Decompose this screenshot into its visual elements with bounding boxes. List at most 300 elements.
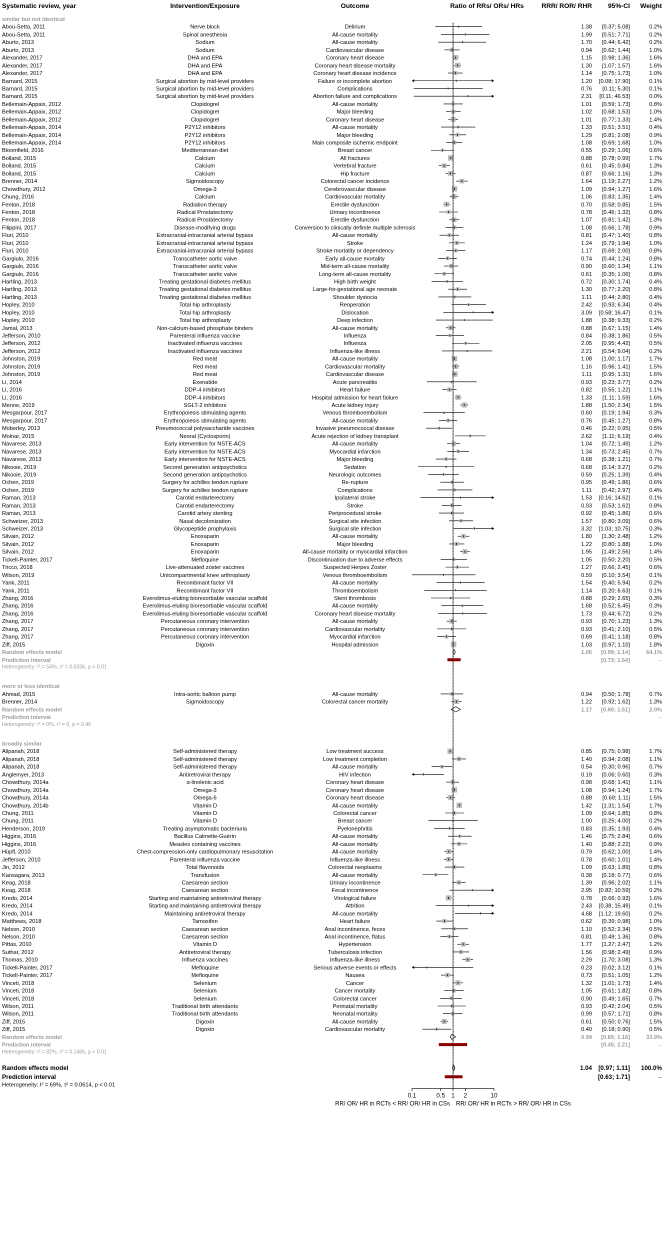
outcome-label: Coronary heart disease mortality [314, 611, 396, 618]
ci-value: [0.61; 1.82] [602, 988, 630, 995]
outcome-label: Cardiovascular disease [325, 372, 385, 379]
intervention-label: Recombinant factor VII [176, 580, 234, 587]
outcome-label: Failure or incomplete abortion [318, 78, 392, 85]
weight-value: 0.2% [649, 464, 662, 471]
estimate-value: 1.64 [581, 179, 592, 186]
ci-value: [0.97; 1.10] [602, 642, 630, 649]
study-label: Gargiulo, 2016 [2, 256, 39, 263]
random-effects-weight: 33.9% [646, 1034, 662, 1041]
study-label: Hüpfl, 2010 [2, 849, 31, 856]
study-label: Moberley, 2013 [2, 426, 41, 433]
outcome-label: Pyelonephritis [337, 826, 373, 833]
outcome-label: Colorectal cancer mortality [321, 699, 389, 706]
ci-value: [0.18; 0.77] [602, 872, 630, 879]
ci-value: [1.01; 1.73] [602, 980, 630, 987]
ci-value: [0.23; 3.77] [602, 379, 630, 386]
estimate-value: 1.07 [581, 217, 592, 224]
intervention-label: Early intervention for NSTE-ACS [164, 441, 246, 448]
intervention-label: P2Y12 inhibitors [184, 132, 226, 139]
ci-value: [0.57; 1.71] [602, 1011, 630, 1018]
ci-value: [0.62; 1.00] [602, 849, 630, 856]
overall-weight: 100.0% [641, 1065, 662, 1073]
outcome-label: Heart failure [339, 387, 371, 394]
estimate-value: 0.23 [581, 965, 592, 972]
weight-value: 0.8% [649, 503, 662, 510]
ci-value: [0.30; 0.96] [602, 764, 630, 771]
weight-value: 0.1% [649, 965, 662, 972]
intervention-label: Vitamin D [192, 818, 218, 825]
estimate-value: 0.19 [581, 772, 592, 779]
weight-value: 1.0% [649, 71, 662, 78]
intervention-label: Erythropoiesis stimulating agents [163, 410, 247, 417]
ci-value: [0.29; 1.06] [602, 148, 630, 155]
outcome-label: Abortion failure and complications [313, 94, 397, 101]
prediction-interval-label: Prediction interval [2, 715, 51, 722]
weight-value: 0.8% [649, 233, 662, 240]
intervention-label: Treating gestational diabetes mellitus [158, 287, 252, 294]
ci-value: [0.06; 0.60] [602, 772, 630, 779]
column-headers [2, 3, 663, 10]
intervention-label: Surgical abortion by mid-level providers [156, 78, 254, 85]
estimate-value: 0.84 [581, 333, 592, 340]
outcome-label: Cardiovascular mortality [325, 1027, 385, 1034]
weight-value: 1.6% [649, 895, 662, 902]
study-label: Hopley, 2010 [2, 310, 35, 317]
estimate-value: 0.68 [581, 457, 592, 464]
study-label: Fenton, 2018 [2, 202, 35, 209]
ci-value: [0.40; 5.94] [602, 580, 630, 587]
estimate-value: 0.94 [581, 47, 592, 54]
weight-value: 1.4% [649, 980, 662, 987]
estimate-value: 3.32 [581, 526, 592, 533]
estimate-value: 1.27 [581, 565, 592, 572]
ci-value: [0.44; 6.42] [602, 40, 630, 47]
intervention-label: Percutaneous coronary intervention [160, 626, 250, 633]
intervention-label: Vitamin D [192, 811, 218, 817]
study-label: Vinceti, 2018 [2, 980, 35, 987]
ci-value: [0.41; 2.10] [602, 626, 630, 633]
outcome-label: All-cause mortality [332, 764, 378, 771]
estimate-value: 0.38 [581, 872, 592, 879]
ci-value: [0.38; 9.33] [602, 318, 630, 325]
intervention-label: Selenium [193, 996, 217, 1003]
weight-value: 0.4% [649, 302, 662, 309]
intervention-label: Non-calcium-based phosphate binders [157, 325, 253, 332]
estimate-value: 1.80 [581, 534, 592, 541]
ci-value: [0.22; 0.95] [602, 426, 630, 433]
header-study: Systematic review, year [2, 3, 77, 10]
ci-value: [0.75; 2.84] [602, 834, 630, 841]
study-label: Nikooie, 2019 [2, 464, 37, 471]
ci-value: [1.03; 10.75] [598, 526, 630, 533]
outcome-label: Vertebral fracture [333, 163, 377, 170]
ci-value: [0.69; 1.68] [602, 140, 630, 147]
random-effects-label: Random effects model [2, 650, 62, 657]
intervention-label: Vitamin D [192, 942, 218, 949]
intervention-label: Radiation therapy [183, 202, 227, 209]
outcome-label: Coronary heart disease incidence [313, 71, 397, 78]
intervention-label: Clopidogrel [190, 117, 220, 124]
outcome-label: Influenza-like illness [329, 957, 381, 964]
estimate-value: 1.22 [581, 699, 592, 706]
weight-value: 0.6% [649, 480, 662, 487]
outcome-label: Complications [337, 86, 373, 93]
weight-value: 1.6% [649, 395, 662, 402]
estimate-value: 2.95 [581, 888, 592, 895]
study-label: Alexander, 2017 [2, 71, 43, 78]
outcome-label: All-cause mortality or myocardial infarction [302, 549, 408, 556]
outcome-label: Anal incontinence, flatus [324, 934, 386, 941]
weight-value: 1.1% [649, 880, 662, 887]
ci-value: [0.45; 1.86] [602, 511, 630, 518]
study-label: Chung, 2016 [2, 194, 35, 201]
weight-value: 1.1% [649, 756, 662, 763]
intervention-label: Mefloquine [191, 557, 219, 564]
weight-value: 0.6% [649, 148, 662, 155]
intervention-label: Caesarean section [181, 888, 229, 895]
outcome-label: Cancer [345, 980, 365, 987]
study-label: Hopley, 2010 [2, 318, 35, 325]
intervention-label: Glycopeptide prophylaxis [173, 526, 237, 533]
weight-value: 0.4% [649, 826, 662, 833]
estimate-value: 1.32 [581, 980, 592, 987]
estimate-value: 2.43 [581, 903, 592, 910]
outcome-label: Stroke [346, 503, 364, 510]
study-label: Ziff, 2015 [2, 642, 26, 649]
weight-value: 0.2% [649, 911, 662, 918]
weight-value: 0.7% [649, 449, 662, 456]
intervention-label: Recombinant factor VII [176, 588, 234, 595]
weight-value: 0.6% [649, 834, 662, 841]
estimate-value: 0.85 [581, 749, 592, 756]
ci-value: [0.37; 5.08] [602, 24, 630, 31]
study-label: Gargiulo, 2016 [2, 271, 39, 278]
intervention-label: Self-administered therapy [173, 764, 237, 771]
outcome-label: Nausea [345, 973, 365, 980]
intervention-label: Omega-3 [193, 787, 217, 794]
estimate-value: 1.08 [581, 140, 592, 147]
outcome-label: Serious adverse events or effects [313, 965, 397, 972]
outcome-label: Venous thromboembolism [322, 572, 388, 579]
study-label: Jefferson, 2010 [2, 857, 41, 864]
ci-value: [1.50; 2.34] [602, 403, 630, 409]
outcome-label: Cancer mortality [334, 988, 376, 995]
outcome-label: Periprocedural stroke [328, 511, 382, 518]
weight-value: 1.7% [649, 749, 662, 756]
intervention-label: Clopidogrel [190, 101, 220, 108]
outcome-label: Discontinuation due to adverse effects [307, 557, 403, 564]
outcome-label: Low treatment completion [322, 756, 388, 763]
outcome-label: All-cause mortality [332, 841, 378, 848]
estimate-value: 1.40 [581, 841, 592, 848]
study-label: Kredo, 2014 [2, 895, 33, 902]
intervention-label: Carotid endarterectomy [175, 495, 235, 502]
study-label: Zhang, 2017 [2, 619, 34, 626]
estimate-value: 1.09 [581, 811, 592, 817]
weight-value: 0.1% [649, 86, 662, 93]
estimate-value: 0.81 [581, 934, 592, 941]
weight-value: 1.2% [649, 441, 662, 448]
estimate-value: 1.39 [581, 880, 592, 887]
study-label: Fenton, 2018 [2, 210, 35, 216]
intervention-label: Carotid endarterectomy [175, 503, 235, 510]
study-label: Johnston, 2019 [2, 364, 41, 371]
weight-value: 0.9% [649, 132, 662, 139]
estimate-value: 1.05 [581, 988, 592, 995]
outcome-label: Cardiovascular disease [325, 47, 385, 54]
ci-value: [0.63; 1.89] [602, 865, 630, 872]
intervention-label: Treating gestational diabetes mellitus [158, 279, 252, 286]
study-label: Tickell-Painter, 2017 [2, 973, 53, 980]
intervention-label: DHA and EPA [187, 71, 223, 78]
ci-value: [1.19; 2.27] [602, 179, 630, 186]
estimate-value: 1.30 [581, 287, 592, 294]
ci-value: [0.42; 2.97] [602, 487, 630, 494]
ci-value: [0.75; 0.98] [602, 749, 630, 756]
ci-value: [0.96; 1.41] [602, 364, 630, 371]
overall-prediction-label: Prediction interval [2, 1073, 56, 1081]
intervention-label: P2Y12 inhibitors [184, 140, 226, 147]
intervention-label: Enoxaparin [190, 534, 220, 541]
estimate-value: 1.03 [581, 642, 592, 649]
study-label: Fluri, 2010 [2, 240, 29, 247]
weight-value: 0.3% [649, 772, 662, 779]
weight-value: 0.2% [649, 40, 662, 47]
axis-tick-label: 0.1 [407, 1092, 417, 1100]
outcome-label: All fractures [340, 155, 370, 162]
study-label: Chowdhury, 2012 [2, 186, 46, 193]
weight-value: 0.7% [649, 691, 662, 698]
estimate-value: 1.14 [581, 588, 592, 595]
weight-value: 0.1% [649, 572, 662, 579]
study-label: Wilson, 2011 [2, 1011, 34, 1018]
estimate-value: 1.29 [581, 132, 592, 139]
study-label: Zhang, 2016 [2, 611, 34, 618]
estimate-value: 0.88 [581, 155, 592, 162]
ci-arrow-left [412, 966, 414, 969]
estimate-value: 1.33 [581, 125, 592, 132]
study-label: Chung, 2011 [2, 818, 34, 825]
weight-value: 0.2% [649, 32, 662, 39]
ci-arrow-left [412, 773, 414, 776]
intervention-label: Starting and maintaining antiretroviral therapy [148, 895, 262, 902]
header-estimate: RRR/ ROR/ RHR [541, 3, 592, 10]
intervention-label: Measles containing vaccines [169, 841, 241, 848]
intervention-label: Spinal anesthesia [182, 32, 228, 39]
study-label: Mesgarpour, 2017 [2, 418, 48, 425]
ci-value: [0.69; 2.00] [602, 248, 630, 255]
study-label: Schweizer, 2013 [2, 526, 44, 533]
ci-value: [0.94; 1.24] [602, 787, 630, 794]
header-outcome: Outcome [340, 3, 370, 10]
estimate-value: 1.09 [581, 865, 592, 872]
heterogeneity-text: Heterogeneity: I² = 0%, τ² = 0, p = 0.46 [2, 721, 91, 728]
intervention-label: Selenium [193, 980, 217, 987]
estimate-value: 2.05 [581, 341, 592, 348]
intervention-label: DHA and EPA [187, 63, 223, 70]
outcome-label: Influenza [343, 333, 367, 340]
estimate-value: 0.99 [581, 1011, 592, 1018]
weight-value: 1.6% [649, 186, 662, 193]
ci-value: [0.83; 1.35] [602, 194, 630, 201]
ci-value: [0.60; 1.01] [602, 857, 630, 864]
estimate-value: 1.38 [581, 24, 592, 31]
estimate-value: 0.60 [581, 410, 592, 417]
outcome-label: All-cause mortality [332, 872, 378, 879]
prediction-interval-weight: -- [658, 715, 662, 722]
outcome-label: All-cause mortality [332, 834, 378, 841]
estimate-value: 3.09 [581, 310, 592, 317]
ci-value: [1.00; 1.17] [602, 356, 630, 363]
ci-arrow-right [492, 527, 494, 530]
intervention-label: Selenium [193, 988, 217, 995]
intervention-label: Maintaining antiretroviral therapy [164, 911, 246, 918]
header-weight: Weight [640, 3, 662, 10]
ci-value: [0.25; 1.39] [602, 472, 630, 479]
outcome-label: All-cause mortality [332, 619, 378, 626]
study-label: Filippini, 2017 [2, 225, 37, 232]
estimate-value: 1.95 [581, 549, 592, 556]
estimate-value: 1.77 [581, 942, 592, 949]
outcome-label: Major bleeding [336, 541, 374, 548]
ci-value: [0.51; 3.51] [602, 125, 630, 132]
weight-value: 0.8% [649, 271, 662, 278]
outcome-label: Coronary heart disease [325, 117, 385, 124]
outcome-label: Virological failure [333, 895, 377, 902]
outcome-label: Perinatal mortality [332, 1004, 378, 1010]
outcome-label: Coronary heart disease [325, 55, 385, 62]
ci-value: [0.52; 5.45] [602, 603, 630, 610]
outcome-label: Major bleeding [336, 132, 374, 139]
weight-value: 0.8% [649, 287, 662, 294]
estimate-value: 1.06 [581, 194, 592, 201]
outcome-label: Venous thromboembolism [322, 410, 388, 417]
outcome-label: All-cause mortality [332, 356, 378, 363]
estimate-value: 1.56 [581, 949, 592, 956]
study-label: Alexander, 2017 [2, 63, 43, 70]
ci-value: [0.60; 1.34] [602, 264, 630, 271]
ci-value: [0.67; 1.15] [602, 325, 630, 332]
intervention-label: Traditional birth attendants [171, 1011, 239, 1018]
estimate-value: 0.94 [581, 691, 592, 698]
weight-value: 1.3% [649, 163, 662, 170]
outcome-label: Stroke [346, 240, 364, 247]
estimate-value: 0.93 [581, 626, 592, 633]
estimate-value: 1.30 [581, 63, 592, 70]
ci-value: [0.11; 5.30] [602, 86, 630, 93]
axis-tick-label: 0.5 [436, 1092, 445, 1100]
intervention-label: Enoxaparin [190, 541, 220, 548]
ci-value: [0.25; 4.00] [602, 818, 630, 825]
outcome-label: All-cause mortality [332, 325, 378, 332]
ci-value: [0.72; 1.49] [602, 441, 630, 448]
ci-value: [0.18; 0.90] [602, 1027, 630, 1034]
estimate-value: 1.11 [581, 487, 592, 494]
weight-value: 0.9% [649, 225, 662, 232]
outcome-label: Surgical site infection [328, 518, 382, 525]
weight-value: 0.2% [649, 611, 662, 618]
estimate-value: 0.76 [581, 86, 592, 93]
ci-value: [0.45; 0.84] [602, 163, 630, 170]
study-label: Yank, 2011 [2, 580, 30, 587]
estimate-value: 0.78 [581, 857, 592, 864]
intervention-label: Radical Prostatectomy [177, 217, 233, 224]
weight-value: 0.5% [649, 926, 662, 933]
study-label: Higgins, 2016 [2, 841, 37, 848]
ci-value: [0.94; 1.27] [602, 186, 630, 193]
ci-value: [0.88; 2.22] [602, 841, 630, 848]
intervention-label: Second generation antipsychotics [163, 464, 247, 471]
study-label: Bolland, 2015 [2, 163, 37, 170]
intervention-label: Inactivated influenza vaccines [167, 348, 243, 355]
study-label: Bellemain-Appaix, 2014 [2, 140, 62, 147]
weight-value: 0.2% [649, 24, 662, 31]
weight-value: 0.7% [649, 764, 662, 771]
intervention-label: Mefloquine [191, 965, 219, 972]
weight-value: 0.5% [649, 426, 662, 433]
axis-label-right: RR/ OR/ HR in RCTs > RR/ OR/ HR in CSs [456, 1101, 571, 1108]
estimate-value: 1.15 [581, 55, 592, 62]
intervention-label: Parenteral influenza vaccine [169, 857, 241, 864]
estimate-value: 0.88 [581, 596, 592, 602]
weight-value: 0.5% [649, 626, 662, 633]
study-label: Yank, 2011 [2, 588, 30, 595]
ci-value: [0.69; 1.11] [602, 795, 630, 802]
estimate-value: 1.05 [581, 557, 592, 564]
outcome-label: Colorectal neoplasms [328, 865, 382, 872]
ci-value: [0.68; 1.41] [602, 780, 630, 787]
weight-value: 0.9% [649, 841, 662, 848]
estimate-value: 1.11 [581, 294, 592, 301]
ci-value: [0.58; 0.85] [602, 202, 630, 209]
outcome-label: Neonatal mortality [332, 1011, 378, 1018]
outcome-label: Acute kidney injury [331, 403, 379, 409]
weight-value: 0.3% [649, 410, 662, 417]
weight-value: 1.5% [649, 1019, 662, 1026]
random-effects-estimate: 1.06 [581, 650, 592, 657]
estimate-value: 0.90 [581, 264, 592, 271]
study-label: Wilson, 2019 [2, 572, 35, 579]
estimate-value: 0.61 [581, 271, 592, 278]
random-effects-weight: 2.0% [649, 707, 662, 714]
weight-value: 0.4% [649, 472, 662, 479]
ci-value: [0.81; 2.08] [602, 132, 630, 139]
intervention-label: Sigmoidoscopy [186, 179, 224, 186]
study-label: Henderson, 2019 [2, 826, 45, 833]
estimate-value: 0.61 [581, 1019, 592, 1026]
outcome-label: Influenza-like illness [329, 348, 381, 355]
study-label: Fluri, 2010 [2, 233, 29, 240]
ci-value: [0.93; 6.34] [602, 302, 630, 309]
study-label: Navarese, 2013 [2, 449, 42, 456]
weight-value: 0.4% [649, 279, 662, 286]
outcome-label: Influenza [343, 341, 367, 348]
weight-value: 1.5% [649, 795, 662, 802]
ci-value: [1.12; 19.60] [598, 911, 630, 918]
outcome-label: Coronary heart disease [325, 780, 385, 787]
outcome-label: Colorectal cancer [333, 811, 377, 817]
estimate-value: 1.10 [581, 926, 592, 933]
study-label: Bellemain-Appaix, 2014 [2, 132, 62, 139]
outcome-label: Colorectal cancer [333, 996, 377, 1003]
outcome-label: Suspected Herpes Zoster [323, 565, 387, 572]
intervention-label: Radical Prostatectomy [177, 210, 233, 216]
study-label: Keag, 2018 [2, 888, 31, 895]
intervention-label: Vitamin D [192, 803, 218, 810]
study-label: Tickell-Painter, 2017 [2, 965, 53, 972]
study-label: Hartling, 2013 [2, 279, 37, 286]
estimate-value: 4.68 [581, 911, 592, 918]
